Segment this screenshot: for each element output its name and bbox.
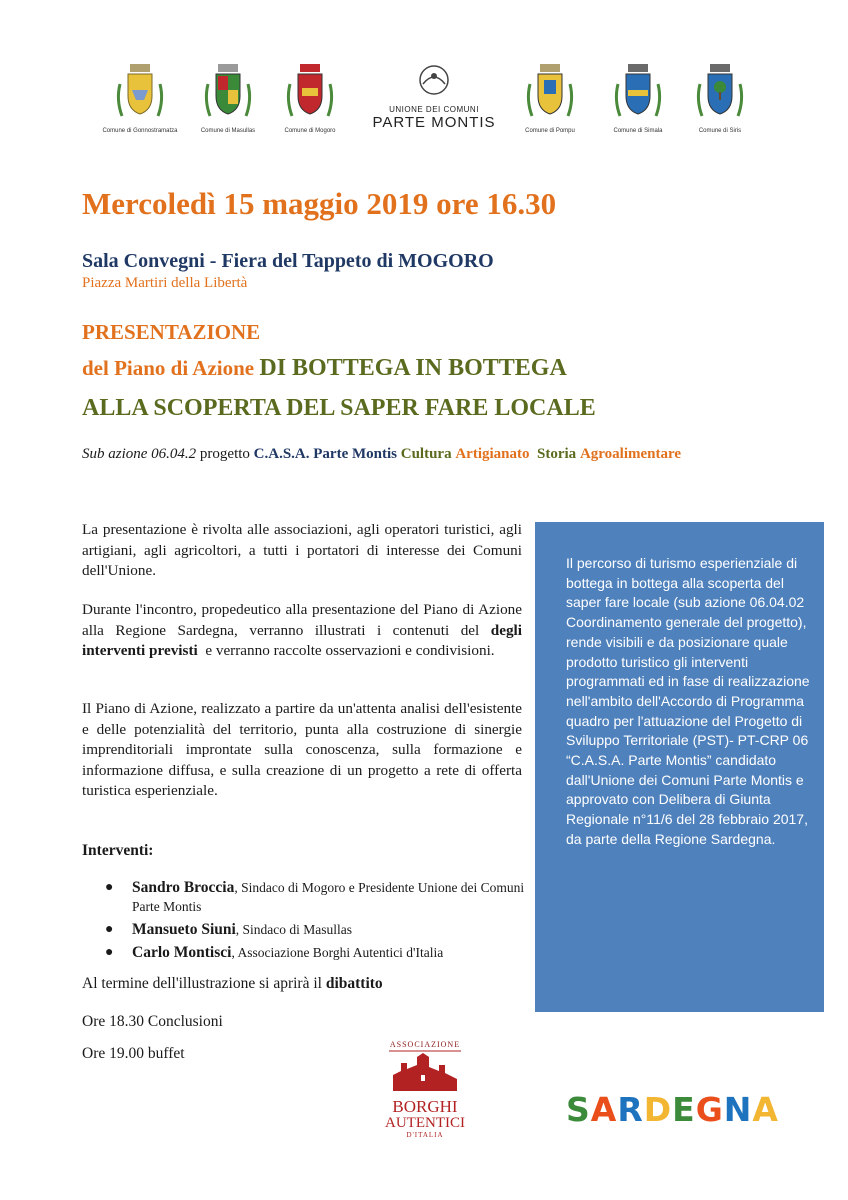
sardegna-logo bbox=[566, 1090, 779, 1129]
crest-gonnostramatza-icon bbox=[112, 60, 168, 126]
sardegna-letter: A bbox=[752, 1090, 779, 1129]
union-parte-montis-icon bbox=[409, 62, 459, 98]
sardegna-letter: N bbox=[723, 1090, 753, 1129]
speaker-name: Sandro Broccia bbox=[132, 879, 235, 896]
speaker-name: Carlo Montisci bbox=[132, 944, 232, 961]
sardegna-letter: A bbox=[590, 1090, 618, 1129]
plan-title-line-1 bbox=[82, 355, 567, 382]
paragraph-3: Il Piano di Azione, realizzato a partire da un'attenta analisi dell'esistente e delle potenzialità del territorio, punta alla costruzione di sinergie imprenditoriali improntate sulla conoscenza, sulla formazione e informazione diffusa, e sulla creazione di un progetto a rete di offerta turistica esperienziale. bbox=[82, 700, 522, 800]
sub-artigianato: Artigianato bbox=[455, 446, 530, 462]
info-box-text: Il percorso di turismo esperienziale di bottega in bottega alla scoperta del saper fare locale (sub azione 06.04.02 Coordinamento generale del progetto), rende visibili e da posizionare quale prodotto turistico gli interventi programmati ed in fase di realizzazione nell'ambito dell'Accordo di Programma quadro per l'attuazione del Progetto di Sviluppo Territoriale (PST)- PT-CRP 06 “C.A.S.A. Parte Montis” candidato dall'Unione dei Comuni Parte Montis e approvato con Delibera di Giunta Regionale n°11/6 del 28 febbraio 2017, da parte della Regione Sardegna. bbox=[566, 555, 810, 847]
crest-masullas-icon bbox=[200, 60, 256, 126]
speaker-role: , Associazione Borghi Autentici d'Italia bbox=[231, 945, 444, 960]
sub-action-code: Sub azione 06.04.2 bbox=[82, 446, 197, 462]
speaker-role: , Sindaco di Mogoro e Presidente Unione dei Comuni Parte Montis bbox=[132, 880, 525, 914]
bullet-icon: ● bbox=[105, 945, 114, 960]
sub-casa: C.A.S.A. Parte Montis bbox=[253, 446, 397, 462]
plan-title-2: ALLA SCOPERTA DEL SAPER FARE LOCALE bbox=[82, 395, 596, 421]
paragraph-1: La presentazione è rivolta alle associazioni, agli operatori turistici, agli artigiani, agli agricoltori, a tutti i portatori di interesse dei Comuni dell'Unione. bbox=[82, 521, 522, 580]
logo-comune-simala: Comune di Simala bbox=[590, 60, 686, 150]
sardegna-letter: S bbox=[566, 1090, 591, 1129]
debate-note: Al termine dell'illustrazione si aprirà il dibattito bbox=[82, 975, 383, 992]
sardegna-letter: G bbox=[695, 1090, 724, 1129]
plan-prefix: del Piano di Azione bbox=[82, 356, 255, 380]
logo-comune-siris: Comune di Siris bbox=[672, 60, 768, 150]
sub-storia: Storia bbox=[537, 446, 577, 462]
bullet-icon: ● bbox=[105, 880, 114, 895]
speaker-role: , Sindaco di Masullas bbox=[235, 922, 353, 937]
sardegna-letter: R bbox=[617, 1090, 644, 1129]
event-address: Piazza Martiri della Libertà bbox=[82, 275, 248, 291]
presentation-heading: PRESENTAZIONE bbox=[82, 320, 261, 344]
crest-pompu-icon bbox=[522, 60, 578, 126]
sub-action-line bbox=[82, 446, 681, 463]
event-date: Mercoledì 15 maggio 2019 ore 16.30 bbox=[82, 186, 557, 221]
speaker-name: Mansueto Siuni bbox=[132, 921, 236, 938]
logo-comune-mogoro: Comune di Mogoro bbox=[262, 60, 358, 150]
logo-comune-gonnostramatza: Comune di Gonnostramatza bbox=[92, 60, 188, 150]
sub-agro: Agroalimentare bbox=[579, 446, 682, 462]
sardegna-letter: E bbox=[672, 1090, 696, 1129]
sardegna-letter: D bbox=[643, 1090, 673, 1129]
debate-bold: dibattito bbox=[325, 975, 383, 992]
logo-comune-pompu: Comune di Pompu bbox=[502, 60, 598, 150]
interventi-heading: Interventi: bbox=[82, 842, 154, 859]
crest-simala-icon bbox=[610, 60, 666, 126]
conclusions-time: Ore 18.30 Conclusioni bbox=[82, 1013, 223, 1030]
borghi-autentici-logo: ASSOCIAZIONE BORGHI AUTENTICI D'ITALIA bbox=[385, 1040, 465, 1139]
logo-comune-masullas: Comune di Masullas bbox=[180, 60, 276, 150]
sub-cultura: Cultura bbox=[400, 446, 452, 462]
borghi-autentici-logo-icon bbox=[387, 1049, 463, 1093]
logo-unione-parte-montis: UNIONE DEI COMUNI PARTE MONTIS bbox=[372, 62, 496, 142]
paragraph-2-bold: degli interventi previsti bbox=[82, 621, 522, 660]
speaker-item bbox=[105, 920, 532, 939]
bullet-icon: ● bbox=[105, 922, 114, 937]
speaker-item bbox=[105, 878, 532, 916]
paragraph-2: Durante l'incontro, propedeutico alla presentazione del Piano di Azione alla Regione Sardegna, verranno illustrati i contenuti del degli interventi previsti e verranno raccolte osservazioni e condivisioni. bbox=[82, 601, 522, 660]
speaker-item bbox=[105, 943, 532, 962]
crest-siris-icon bbox=[692, 60, 748, 126]
plan-title-1: DI BOTTEGA IN BOTTEGA bbox=[259, 355, 567, 381]
crest-mogoro-icon bbox=[282, 60, 338, 126]
buffet-time: Ore 19.00 buffet bbox=[82, 1045, 185, 1062]
event-venue: Sala Convegni - Fiera del Tappeto di MOGORO bbox=[82, 250, 494, 272]
info-box bbox=[535, 522, 824, 1012]
sub-progetto: progetto bbox=[199, 446, 250, 462]
